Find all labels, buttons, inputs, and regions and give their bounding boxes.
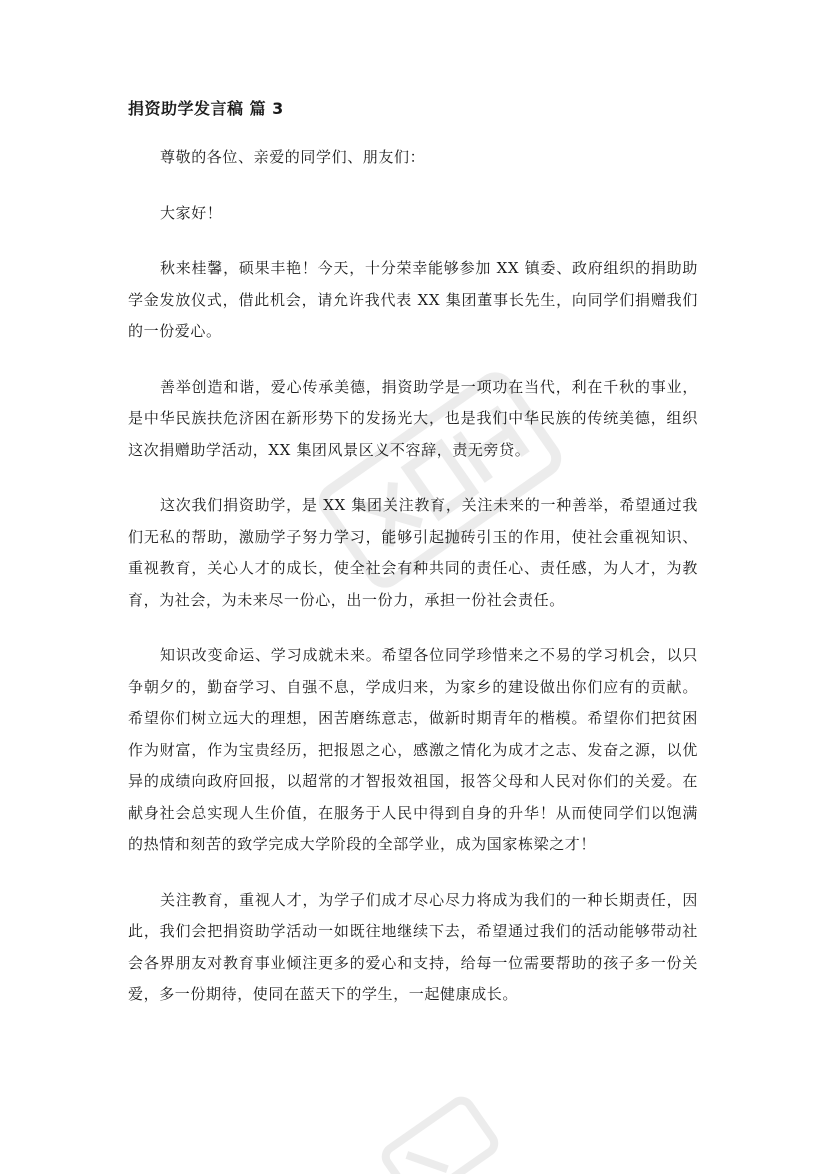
paragraph-hello: 大家好！ [160, 203, 223, 222]
document-body [128, 98, 698, 1035]
watermark-fragment-icon [380, 1090, 500, 1174]
document-title: 捐资助学发言稿 篇 3 [128, 99, 284, 118]
paragraph-hope: 知识改变命运、学习成就未来。希望各位同学珍惜来之不易的学习机会，以只争朝夕的，勤奋学习、自强不息，学成归来，为家乡的建设做出你们应有的贡献。希望你们树立远大的理想，困苦磨练意志，做新时期青年的楷模。希望你们把贫困作为财富，作为宝贵经历，把报恩之心，感激之情化为成才之志、发奋之源，以优异的成绩向政府回报，以超常的才智报效祖国，报答父母和人民对你们的关爱。在献身社会总实现人生价值，在服务于人民中得到自身的升华！从而使同学们以饱满的热情和刻苦的致学完成大学阶段的全部学业，成为国家栋梁之才！ [128, 646, 698, 853]
paragraph-opening: 秋来桂馨，硕果丰艳！今天，十分荣幸能够参加 XX 镇委、政府组织的捐助助学金发放仪式，借此机会，请允许我代表 XX 集团董事长先生，向同学们捐赠我们的一份爱心。 [128, 259, 698, 340]
paragraph-greeting: 尊敬的各位、亲爱的同学们、朋友们： [160, 148, 426, 166]
paragraph-virtue: 善举创造和谐，爱心传承美德，捐资助学是一项功在当代，利在千秋的事业，是中华民族扶危济困在新形势下的发扬光大，也是我们中华民族的传统美德，组织这次捐赠助学活动，XX 集团风景区义不容辞，责无旁贷。 [128, 377, 698, 459]
paragraph-purpose: 这次我们捐资助学，是 XX 集团关注教育，关注未来的一种善举，希望通过我们无私的帮助，激励学子努力学习，能够引起抛砖引玉的作用，使社会重视知识、重视教育，关心人才的成长，使全社会有种共同的责任心、责任感，为人才，为教育，为社会，为未来尽一份心，出一份力，承担一份社会责任。 [128, 496, 698, 609]
paragraph-commitment: 关注教育，重视人才，为学子们成才尽心尽力将成为我们的一种长期责任，因此，我们会把捐资助学活动一如既往地继续下去，希望通过我们的活动能够带动社会各界朋友对教育事业倾注更多的爱心和支持，给每一位需要帮助的孩子多一份关爱，多一份期待，使同在蓝天下的学生，一起健康成长。 [128, 890, 698, 1003]
